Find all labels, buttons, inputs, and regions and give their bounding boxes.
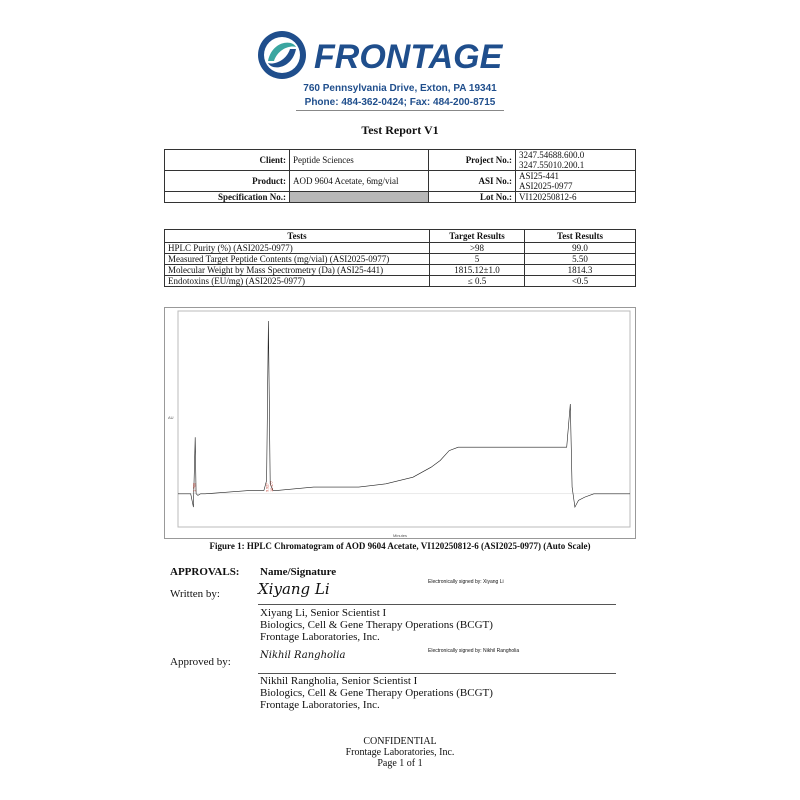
test-result: 1814.3 xyxy=(525,265,636,276)
approvals-heading: APPROVALS: xyxy=(170,566,240,578)
page-footer: CONFIDENTIAL Frontage Laboratories, Inc. Page 1 of 1 xyxy=(345,736,455,769)
approved-by-label: Approved by: xyxy=(170,656,231,668)
product-value: AOD 9604 Acetate, 6mg/vial xyxy=(290,171,429,192)
name-signature-heading: Name/Signature xyxy=(260,566,337,578)
col-header-tests: Tests xyxy=(165,230,430,243)
lot-label: Lot No.: xyxy=(429,192,516,203)
peak-label: 10.177 xyxy=(270,481,275,492)
x-axis-label: Minutes xyxy=(392,533,408,538)
approved-signature: Nikhil Rangholia xyxy=(260,650,346,661)
spec-value xyxy=(290,192,429,203)
test-name: Measured Target Peptide Contents (mg/vial) (ASI2025-0977) xyxy=(165,254,430,265)
target-result: >98 xyxy=(430,243,525,254)
company-phone: Phone: 484-362-0424; Fax: 484-200-8715 xyxy=(304,97,496,108)
asi-value: ASI25-441 ASI2025-0977 xyxy=(516,171,636,192)
client-value: Peptide Sciences xyxy=(290,150,429,171)
col-header-target: Target Results xyxy=(430,230,525,243)
table-row xyxy=(165,254,636,265)
test-name: HPLC Purity (%) (ASI2025-0977) xyxy=(165,243,430,254)
project-label: Project No.: xyxy=(429,150,516,171)
table-row xyxy=(165,243,636,254)
chart-frame xyxy=(165,308,636,539)
written-by-block: Xiyang Li, Senior Scientist I Biologics, Cell & Gene Therapy Operations (BCGT) Frontage Laboratories, Inc. xyxy=(260,607,493,643)
written-signature: Xiyang Li xyxy=(258,580,330,598)
hplc-chromatogram xyxy=(164,307,636,539)
test-result: <0.5 xyxy=(525,276,636,287)
asi-label: ASI No.: xyxy=(429,171,516,192)
results-table xyxy=(164,229,636,287)
table-row xyxy=(165,265,636,276)
info-table xyxy=(164,149,636,203)
col-header-results: Test Results xyxy=(525,230,636,243)
target-result: 5 xyxy=(430,254,525,265)
report-title: Test Report V1 xyxy=(361,123,439,137)
approved-esignature: Electronically signed by: Nikhil Rangholia xyxy=(428,648,520,654)
lot-value: VI120250812-6 xyxy=(516,192,636,203)
signature-line xyxy=(258,673,616,674)
test-name: Endotoxins (EU/mg) (ASI2025-0977) xyxy=(165,276,430,287)
project-value: 3247.54688.600.0 3247.55010.200.1 xyxy=(516,150,636,171)
written-esignature: Electronically signed by: Xiyang Li xyxy=(428,579,504,585)
company-address: 760 Pennsylvania Drive, Exton, PA 19341 xyxy=(303,83,497,94)
figure-caption: Figure 1: HPLC Chromatogram of AOD 9604 Acetate, VI120250812-6 (ASI2025-0977) (Auto Scale) xyxy=(209,541,591,551)
test-result: 5.50 xyxy=(525,254,636,265)
table-row xyxy=(165,276,636,287)
signature-line xyxy=(258,604,616,605)
peak-label: 9.927 xyxy=(265,483,270,492)
company-name: FRONTAGE xyxy=(314,38,503,76)
peak-label: 1.786 xyxy=(192,483,197,492)
target-result: ≤ 0.5 xyxy=(430,276,525,287)
test-result: 99.0 xyxy=(525,243,636,254)
product-label: Product: xyxy=(165,171,290,192)
test-name: Molecular Weight by Mass Spectrometry (Da) (ASI25-441) xyxy=(165,265,430,276)
spec-label: Specification No.: xyxy=(165,192,290,203)
frontage-logo xyxy=(256,27,556,87)
client-label: Client: xyxy=(165,150,290,171)
written-by-label: Written by: xyxy=(170,588,220,600)
target-result: 1815.12±1.0 xyxy=(430,265,525,276)
y-axis-label: AU xyxy=(168,415,174,420)
approved-by-block: Nikhil Rangholia, Senior Scientist I Biologics, Cell & Gene Therapy Operations (BCGT) Frontage Laboratories, Inc. xyxy=(260,675,493,711)
header-divider xyxy=(296,110,504,111)
